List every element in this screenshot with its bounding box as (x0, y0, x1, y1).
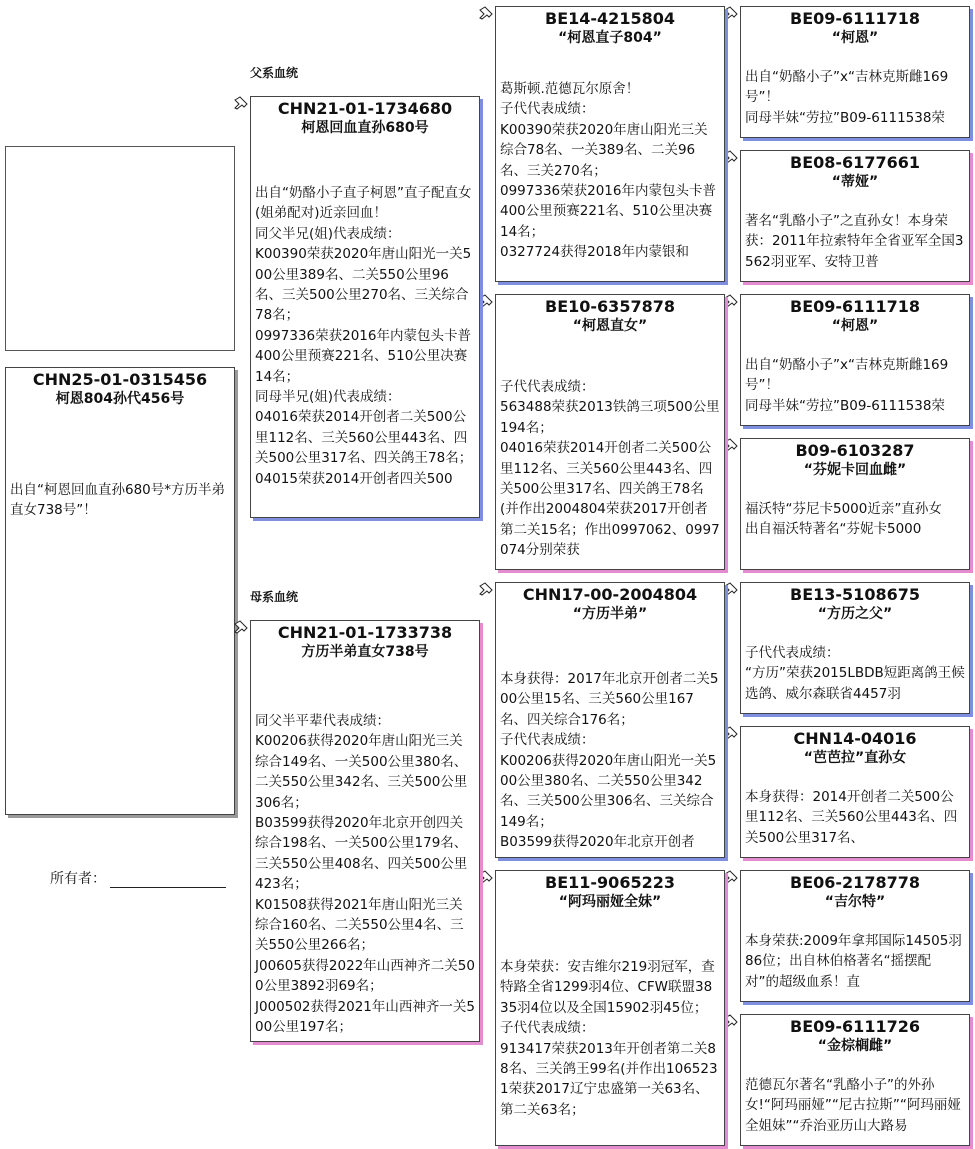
pin-icon (724, 150, 738, 164)
pin-icon (724, 726, 738, 740)
dss-name: “方历之父” (817, 606, 893, 622)
sss-description: 出自“奶酪小子”x“吉林克斯雌169号”！ 同母半妹“劳拉”B09-6111538荣 (745, 69, 949, 126)
dam-dam-card (495, 870, 725, 1146)
sire-dam-ring-number: BE10-6357878 (545, 297, 675, 316)
pin-icon (724, 6, 738, 20)
sds-name: “柯恩” (831, 318, 879, 334)
ddd-card (740, 1014, 970, 1146)
ssd-name: “蒂娅” (831, 174, 879, 190)
dds-name: “吉尔特” (824, 894, 886, 910)
dsd-name: “芭芭拉”直孙女 (803, 750, 907, 766)
dds-card (740, 870, 970, 1002)
dss-ring-number: BE13-5108675 (790, 585, 920, 604)
ddd-description: 范德瓦尔著名“乳酪小子”的外孙女!“阿玛丽娅”“尼古拉斯”“阿玛丽娅全姐妹”“乔治亚历山大路易 (745, 1077, 961, 1134)
dam-card (250, 620, 480, 1042)
pin-icon (724, 582, 738, 596)
dsd-card (740, 726, 970, 858)
subject-name: 柯恩804孙代456号 (55, 391, 185, 407)
pin-icon (724, 438, 738, 452)
owner-field (50, 868, 226, 888)
sire-description: 出自“奶酪小子直子柯恩”直子配直女(姐弟配对)近亲回血！ 同父半兄(姐)代表成绩： K00390荣获2020年唐山阳光一关500公里389名、二关550公里96名、三关500公里270名、三关综合78名； 0997336荣获2016年内蒙包头卡普400公里预赛221名、510公里决赛14名； 同母半兄(姐)代表成绩： 04016荣获2014开创者二关500公里112名、三关560公里443名、四关500公里317名、四关鸽王78名； 04015荣获2014开创者四关500 (255, 185, 473, 487)
sire-dam-name: “柯恩直女” (572, 318, 648, 334)
sire-sire-name: “柯恩直子804” (558, 30, 662, 46)
dam-description: 同父半平辈代表成绩： K00206获得2020年唐山阳光三关综合149名、一关500公里380名、二关550公里342名、三关500公里306名； B03599获得2020年北京开创四关综合198名、一关500公里179名、三关550公里408名、四关500公里423名； K01508获得2021年唐山阳光三关综合160名、二关550公里4名、三关550公里266名； J00605获得2022年山西神齐二关500公里3892羽69名； J000502获得2021年山西神齐一关500公里197名； (255, 713, 475, 1036)
ssd-card (740, 150, 970, 282)
dam-line-label: 母系血统 (250, 590, 299, 604)
dss-description: 子代代表成绩： “方历”荣获2015LBDB短距离鸽王候选鸽、威尔森联省4457羽 (745, 645, 965, 702)
subject-card (5, 367, 235, 815)
sire-dam-card (495, 294, 725, 570)
dam-name: 方历半弟直女738号 (301, 644, 429, 660)
sire-sire-description: 葛斯顿.范德瓦尔原舍！ 子代代表成绩： K00390荣获2020年唐山阳光三关综合78名、一关389名、二关96名、三关270名； 0997336荣获2016年内蒙包头卡普400公里预赛221名、510公里决赛14名； 0327724获得2018年内蒙银和 (500, 81, 716, 261)
ddd-ring-number: BE09-6111726 (790, 1017, 920, 1036)
dsd-description: 本身获得：2014开创者二关500公里112名、三关560公里443名、四关500公里317名、 (745, 789, 958, 846)
pin-icon (724, 870, 738, 884)
dam-dam-name: “阿玛丽娅全妹” (558, 894, 662, 910)
dds-ring-number: BE06-2178778 (790, 873, 920, 892)
sds-description: 出自“奶酪小子”x“吉林克斯雌169号”！ 同母半妹“劳拉”B09-6111538荣 (745, 357, 949, 414)
dam-sire-card (495, 582, 725, 858)
pin-icon (234, 96, 248, 110)
pin-icon (479, 582, 493, 596)
sire-sire-ring-number: BE14-4215804 (545, 9, 675, 28)
sds-ring-number: BE09-6111718 (790, 297, 920, 316)
dam-sire-ring-number: CHN17-00-2004804 (522, 585, 698, 604)
ssd-description: 著名“乳酪小子”之直孙女！本身荣获：2011年拉索特年全省亚军全国3562羽亚军、安特卫普 (745, 213, 964, 270)
sdd-card (740, 438, 970, 570)
pin-icon (479, 6, 493, 20)
pin-icon (234, 620, 248, 634)
owner-label: 所有者： (50, 871, 106, 887)
dam-sire-name: “方历半弟” (572, 606, 648, 622)
sire-card (250, 96, 480, 518)
pin-icon (724, 294, 738, 308)
photo-frame (5, 146, 235, 351)
sss-ring-number: BE09-6111718 (790, 9, 920, 28)
ddd-name: “金棕榈雌” (817, 1038, 893, 1054)
ssd-ring-number: BE08-6177661 (790, 153, 920, 172)
dss-card (740, 582, 970, 714)
subject-ring-number: CHN25-01-0315456 (32, 370, 208, 389)
pin-icon (724, 1014, 738, 1028)
dds-description: 本身荣获:2009年拿邦国际14505羽86位；出自林伯格著名“摇摆配对”的超级血系！直 (745, 933, 962, 990)
sire-line-label: 父系血统 (250, 66, 299, 80)
pin-icon (479, 870, 493, 884)
sire-ring-number: CHN21-01-1734680 (277, 99, 453, 118)
dam-sire-description: 本身获得：2017年北京开创者二关500公里15名、三关560公里167名、四关综合176名； 子代代表成绩： K00206获得2020年唐山阳光一关500公里380名、二关550公里342名、三关500公里306名、三关综合149名； B03599获得2020年北京开创者 (500, 671, 719, 851)
owner-line (110, 873, 226, 888)
sdd-description: 福沃特“芬尼卡5000近亲”直孙女 出自福沃特著名“芬妮卡5000 (745, 501, 942, 538)
dam-ring-number: CHN21-01-1733738 (277, 623, 453, 642)
sire-dam-description: 子代代表成绩： 563488荣获2013铁鸽三项500公里194名； 04016荣获2014开创者二关500公里112名、三关560公里443名、四关500公里317名、四关鸽王78名(并作出2004804荣获2017开创者第二关15名；作出0997062、0997074分别荣获 (500, 379, 720, 559)
dam-dam-description: 本身荣获：安吉维尔219羽冠军，查特路全省1299羽4位、CFW联盟3835羽4位以及全国15902羽45位； 子代代表成绩： 913417荣获2013年开创者第二关88名、三关鸽王99名(并作出1065231荣获2017辽宁忠盛第一关63名、第二关63名； (500, 959, 718, 1118)
sdd-ring-number: B09-6103287 (795, 441, 915, 460)
sire-sire-card (495, 6, 725, 282)
dsd-ring-number: CHN14-04016 (793, 729, 917, 748)
pin-icon (479, 294, 493, 308)
sire-name: 柯恩回血直孙680号 (301, 120, 429, 136)
subject-description: 出自“柯恩回血直孙680号*方历半弟直女738号”！ (10, 482, 226, 519)
dam-dam-ring-number: BE11-9065223 (545, 873, 675, 892)
sds-card (740, 294, 970, 426)
sss-card (740, 6, 970, 138)
sdd-name: “芬妮卡回血雌” (803, 462, 907, 478)
sss-name: “柯恩” (831, 30, 879, 46)
